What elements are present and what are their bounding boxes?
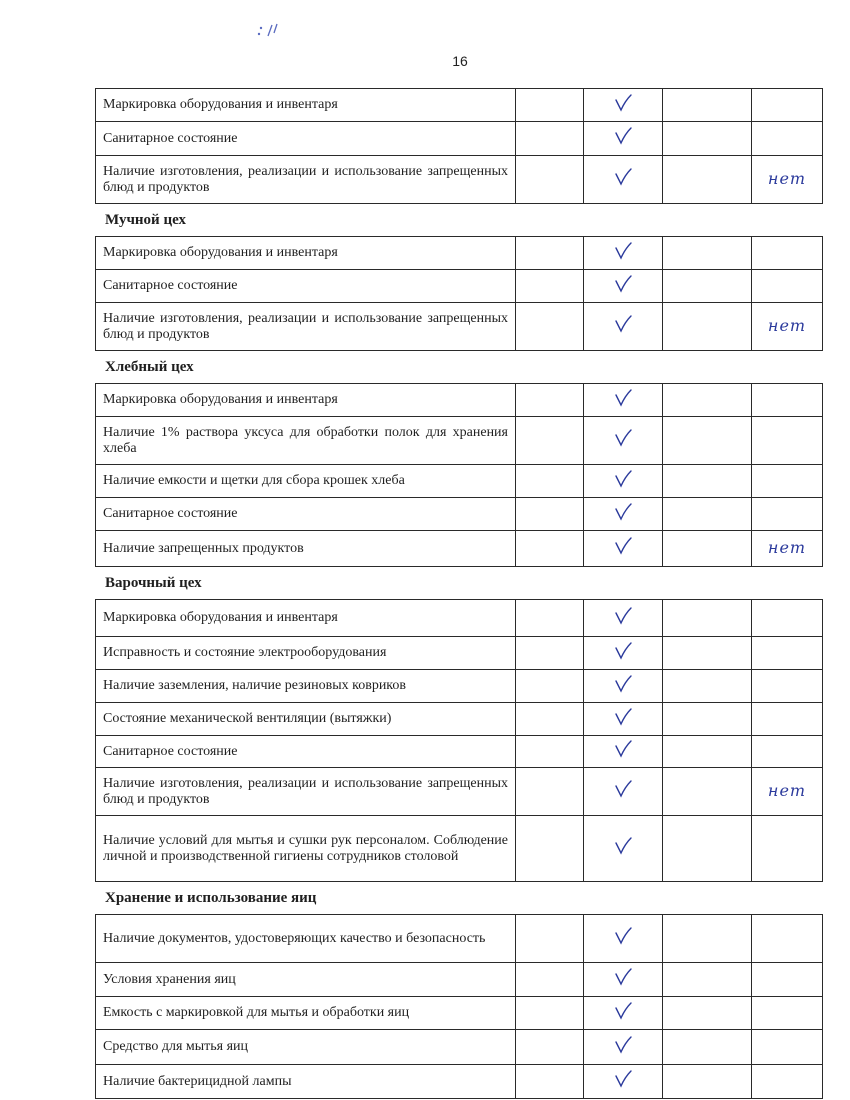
note-cell xyxy=(752,1030,823,1065)
checkmark-icon xyxy=(613,397,633,412)
table-row xyxy=(96,384,823,417)
checklist-item-label: Санитарное состояние xyxy=(96,736,516,768)
inspection-checklist-table xyxy=(95,88,823,1099)
checklist-item-label: Наличие 1% раствора уксуса для обработки полок для хранения хлеба xyxy=(96,417,516,465)
table-row xyxy=(96,703,823,736)
empty-cell xyxy=(663,303,752,351)
note-cell xyxy=(752,768,823,816)
empty-cell xyxy=(663,89,752,122)
table-row xyxy=(96,270,823,303)
note-cell xyxy=(752,384,823,417)
check-cell xyxy=(584,384,663,417)
empty-cell xyxy=(516,122,584,156)
check-cell xyxy=(584,600,663,637)
table-row xyxy=(96,156,823,204)
checkmark-icon xyxy=(613,845,633,860)
empty-cell xyxy=(663,600,752,637)
empty-cell xyxy=(663,997,752,1030)
check-cell xyxy=(584,637,663,670)
empty-cell xyxy=(663,915,752,963)
empty-cell xyxy=(516,736,584,768)
note-cell xyxy=(752,237,823,270)
empty-cell xyxy=(663,1030,752,1065)
checkmark-icon xyxy=(613,1044,633,1059)
empty-cell xyxy=(663,498,752,531)
section-header xyxy=(96,351,823,384)
empty-cell xyxy=(663,816,752,882)
note-cell xyxy=(752,816,823,882)
empty-cell xyxy=(663,670,752,703)
note-cell xyxy=(752,303,823,351)
checklist-item-label: Санитарное состояние xyxy=(96,122,516,156)
checkmark-icon xyxy=(613,283,633,298)
empty-cell xyxy=(663,465,752,498)
checklist-item-label: Наличие бактерицидной лампы xyxy=(96,1065,516,1099)
checkmark-icon xyxy=(613,102,633,117)
note-cell xyxy=(752,963,823,997)
note-cell xyxy=(752,670,823,703)
table-row xyxy=(96,637,823,670)
checklist-item-label: Маркировка оборудования и инвентаря xyxy=(96,600,516,637)
checklist-item-label: Наличие изготовления, реализации и использование запрещенных блюд и продуктов xyxy=(96,303,516,351)
empty-cell xyxy=(516,270,584,303)
check-cell xyxy=(584,736,663,768)
table-row xyxy=(96,915,823,963)
table-row xyxy=(96,768,823,816)
handwritten-note: нет xyxy=(767,537,807,557)
empty-cell xyxy=(516,963,584,997)
check-cell xyxy=(584,816,663,882)
empty-cell xyxy=(663,637,752,670)
table-row xyxy=(96,816,823,882)
empty-cell xyxy=(516,1030,584,1065)
empty-cell xyxy=(516,997,584,1030)
handwritten-note: нет xyxy=(767,315,807,335)
check-cell xyxy=(584,498,663,531)
check-cell xyxy=(584,122,663,156)
check-cell xyxy=(584,303,663,351)
check-cell xyxy=(584,963,663,997)
table-row xyxy=(96,89,823,122)
empty-cell xyxy=(516,670,584,703)
checkmark-icon xyxy=(613,176,633,191)
empty-cell xyxy=(663,768,752,816)
checklist-item-label: Наличие запрещенных продуктов xyxy=(96,531,516,567)
empty-cell xyxy=(516,703,584,736)
checklist-item-label: Условия хранения яиц xyxy=(96,963,516,997)
table-row xyxy=(96,1030,823,1065)
checkmark-icon xyxy=(613,545,633,560)
corner-scribble-icon xyxy=(255,22,281,38)
handwritten-note: нет xyxy=(767,780,807,800)
checkmark-icon xyxy=(613,478,633,493)
section-title: Хлебный цех xyxy=(96,351,823,384)
checklist-item-label: Санитарное состояние xyxy=(96,270,516,303)
checklist-item-label: Наличие изготовления, реализации и использование запрещенных блюд и продуктов xyxy=(96,156,516,204)
table-row xyxy=(96,122,823,156)
check-cell xyxy=(584,270,663,303)
check-cell xyxy=(584,915,663,963)
checkmark-icon xyxy=(613,135,633,150)
empty-cell xyxy=(516,816,584,882)
table-row xyxy=(96,997,823,1030)
check-cell xyxy=(584,531,663,567)
checkmark-icon xyxy=(613,716,633,731)
checkmark-icon xyxy=(613,615,633,630)
empty-cell xyxy=(516,498,584,531)
note-cell xyxy=(752,637,823,670)
check-cell xyxy=(584,417,663,465)
checkmark-icon xyxy=(613,748,633,763)
check-cell xyxy=(584,156,663,204)
checklist-item-label: Емкость с маркировкой для мытья и обработки яиц xyxy=(96,997,516,1030)
note-cell xyxy=(752,600,823,637)
note-cell xyxy=(752,498,823,531)
check-cell xyxy=(584,465,663,498)
empty-cell xyxy=(516,303,584,351)
checklist-item-label: Маркировка оборудования и инвентаря xyxy=(96,89,516,122)
checklist-item-label: Наличие емкости и щетки для сбора крошек хлеба xyxy=(96,465,516,498)
empty-cell xyxy=(663,384,752,417)
checkmark-icon xyxy=(613,976,633,991)
note-cell xyxy=(752,122,823,156)
empty-cell xyxy=(516,915,584,963)
note-cell xyxy=(752,736,823,768)
empty-cell xyxy=(516,465,584,498)
checklist-item-label: Исправность и состояние электрооборудования xyxy=(96,637,516,670)
table-row xyxy=(96,1065,823,1099)
checklist-item-label: Санитарное состояние xyxy=(96,498,516,531)
section-title: Варочный цех xyxy=(96,567,823,600)
checkmark-icon xyxy=(613,250,633,265)
empty-cell xyxy=(516,600,584,637)
table-row xyxy=(96,600,823,637)
note-cell xyxy=(752,531,823,567)
empty-cell xyxy=(663,270,752,303)
note-cell xyxy=(752,270,823,303)
check-cell xyxy=(584,237,663,270)
checkmark-icon xyxy=(613,323,633,338)
table-row xyxy=(96,670,823,703)
checklist-item-label: Маркировка оборудования и инвентаря xyxy=(96,384,516,417)
section-title: Хранение и использование яиц xyxy=(96,882,823,915)
empty-cell xyxy=(663,531,752,567)
note-cell xyxy=(752,156,823,204)
table-row xyxy=(96,237,823,270)
checkmark-icon xyxy=(613,788,633,803)
table-row xyxy=(96,303,823,351)
empty-cell xyxy=(663,237,752,270)
checkmark-icon xyxy=(613,650,633,665)
section-header xyxy=(96,567,823,600)
empty-cell xyxy=(663,417,752,465)
section-title: Мучной цех xyxy=(96,204,823,237)
note-cell xyxy=(752,89,823,122)
checklist-item-label: Состояние механической вентиляции (вытяжки) xyxy=(96,703,516,736)
note-cell xyxy=(752,997,823,1030)
checklist-item-label: Наличие документов, удостоверяющих качество и безопасность xyxy=(96,915,516,963)
empty-cell xyxy=(663,156,752,204)
note-cell xyxy=(752,1065,823,1099)
checkmark-icon xyxy=(613,511,633,526)
empty-cell xyxy=(516,531,584,567)
check-cell xyxy=(584,89,663,122)
checkmark-icon xyxy=(613,1010,633,1025)
empty-cell xyxy=(516,384,584,417)
section-header xyxy=(96,882,823,915)
empty-cell xyxy=(516,417,584,465)
empty-cell xyxy=(663,703,752,736)
checkmark-icon xyxy=(613,437,633,452)
checkmark-icon xyxy=(613,935,633,950)
empty-cell xyxy=(516,768,584,816)
table-row xyxy=(96,417,823,465)
empty-cell xyxy=(516,237,584,270)
empty-cell xyxy=(516,156,584,204)
table-row xyxy=(96,736,823,768)
empty-cell xyxy=(516,1065,584,1099)
handwritten-note: нет xyxy=(767,168,807,188)
checkmark-icon xyxy=(613,683,633,698)
table-row xyxy=(96,963,823,997)
empty-cell xyxy=(663,736,752,768)
checkmark-icon xyxy=(613,1078,633,1093)
checklist-item-label: Наличие условий для мытья и сушки рук персоналом. Соблюдение личной и производственной гигиены сотрудников столовой xyxy=(96,816,516,882)
table-row xyxy=(96,531,823,567)
check-cell xyxy=(584,1065,663,1099)
empty-cell xyxy=(663,122,752,156)
check-cell xyxy=(584,703,663,736)
check-cell xyxy=(584,1030,663,1065)
empty-cell xyxy=(663,963,752,997)
empty-cell xyxy=(516,637,584,670)
checklist-item-label: Средство для мытья яиц xyxy=(96,1030,516,1065)
table-row xyxy=(96,498,823,531)
note-cell xyxy=(752,417,823,465)
table-row xyxy=(96,465,823,498)
checklist-item-label: Наличие изготовления, реализации и использование запрещенных блюд и продуктов xyxy=(96,768,516,816)
checklist-item-label: Наличие заземления, наличие резиновых ковриков xyxy=(96,670,516,703)
check-cell xyxy=(584,997,663,1030)
empty-cell xyxy=(516,89,584,122)
note-cell xyxy=(752,465,823,498)
note-cell xyxy=(752,703,823,736)
section-header xyxy=(96,204,823,237)
check-cell xyxy=(584,768,663,816)
page-number: 16 xyxy=(452,53,468,69)
checklist-item-label: Маркировка оборудования и инвентаря xyxy=(96,237,516,270)
check-cell xyxy=(584,670,663,703)
note-cell xyxy=(752,915,823,963)
empty-cell xyxy=(663,1065,752,1099)
